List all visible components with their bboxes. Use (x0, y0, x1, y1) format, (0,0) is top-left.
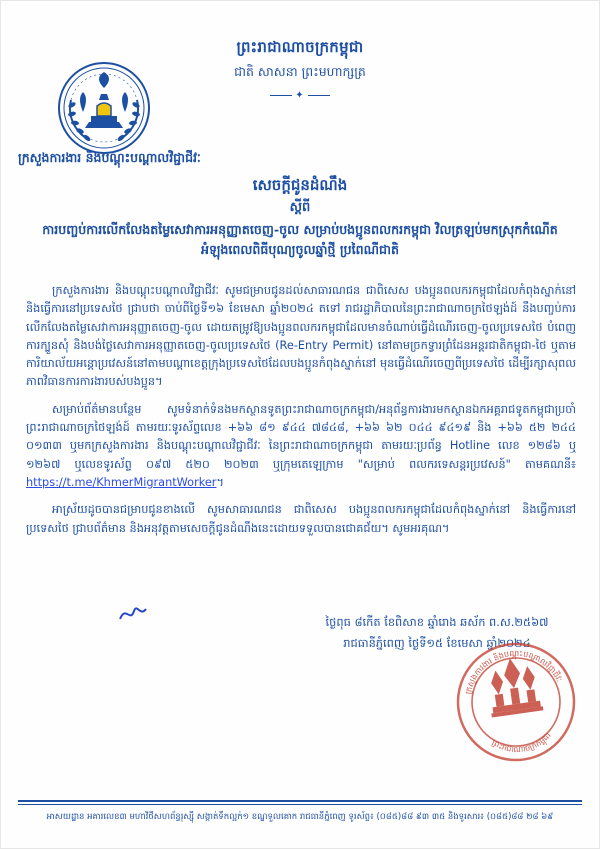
official-stamp (452, 638, 580, 766)
closing-line: សូមអរគុណ។ (392, 521, 450, 535)
paragraph-3-text: អាស្រ័យដូចបានជម្រាបជូនខាងលើ សូមសាធារណជន ជាពិសេស បងប្អូនពលករកម្ពុជាដែលកំពុងស្នាក់នៅ និងធ្វើការនៅប្រទេសថៃ ជ្រាបព័ត៌មាន និងអនុវត្តតាមសេចក្ដីជូនដំណឹងនេះដោយទទួលបានជោគជ័យ។ (26, 503, 576, 535)
date-line-buddhist: ថ្ងៃពុធ ៨កើត ខែពិសាខ ឆ្នាំរោង ឆស័ក ព.ស.២៥៦៧ (325, 615, 549, 629)
paragraph-3 (26, 501, 576, 538)
stamp-text-bottom: ព្រះរាជាណាចក្រកម្ពុជា (490, 730, 553, 755)
footer-rule-thick (18, 800, 582, 802)
paragraph-2-text: សម្រាប់ព័ត៌មានបន្ថែម សូមទំនាក់ទំនងមកស្ថានទូតព្រះរាជាណាចក្រកម្ពុជា/អនុព័ន្ធការងារមកស្ថានឯកអគ្គរាជទូតកម្ពុជាប្រចាំព្រះរាជាណាចក្រថៃឡង់ដ៍ តាមរយៈទូរស័ព្ទលេខ +៦៦ ៨១ ៩៤៤ ៧៨៤៨, +៦៦ ៦២ ០៤៤ ៩៤១៩ និង +៦៦ ៥២ ២៤៤ ០១៣៣ ឬមកក្រសួងការងារ និងបណ្ដុះបណ្ដាលវិជ្ជាជីវៈ នៃព្រះរាជាណាចក្រកម្ពុជា តាមរយៈប្រព័ន្ធ Hotline លេខ ១២៨៦ ឬ ១២៦៧ ឬលេខទូរស័ព្ទ ០៩៧ ៥២០ ២០២៣ ឬក្រុមតេឡេក្រាម "សម្រាប់ ពលករទេសន្តរប្រវេសន៍" តាមគណនី៖ (26, 402, 576, 471)
footer-address: អាសយដ្ឋាន អគារលេខ៣ មហាវិថីសហព័ន្ធរុស្ស៊ី សង្កាត់ទឹកល្អក់១ ខណ្ឌទួលគោក រាជធានីភ្នំពេញ ទូរស័ព្ទ៖ (០៨៥)៨៨ ៩៣ ៣៥ និងទូរសារ៖ (០៨៥)៨៨ ២៨ ៦៩ (46, 812, 554, 822)
document-heading: ការបញ្ចប់ការលើកលែងតម្លៃសេវាការអនុញ្ញាតចេញ-ចូល សម្រាប់បងប្អូនពលករកម្ពុជា វិលត្រឡប់មកស្រុកកំណើត អំឡុងពេលពិធីបុណ្យចូលឆ្នាំថ្មី ប្រពៃណីជាតិ (42, 222, 558, 257)
signature-mark (118, 603, 148, 625)
telegram-link-suffix: ។ (216, 475, 224, 489)
stamp-text-top: ក្រសួងការងារ និងបណ្ដុះបណ្ដាលវិជ្ជាជីវៈ (463, 648, 564, 696)
kingdom-title: ព្រះរាជាណាចក្រកម្ពុជា (236, 38, 364, 56)
document-header (0, 28, 600, 168)
date-line-gregorian: រាជធានីភ្នំពេញ ថ្ងៃទី១៥ ខែមេសា ឆ្នាំ២០២៤ (343, 635, 531, 650)
ornament-divider: ✦ (265, 90, 335, 100)
paragraph-2 (26, 401, 576, 492)
telegram-link[interactable]: https://t.me/KhmerMigrantWorker (26, 475, 217, 489)
document-body (26, 282, 576, 547)
footer-rule-thin (18, 804, 582, 805)
document-title: សេចក្ដីជូនដំណឹង (252, 176, 348, 194)
svg-text:ព្រះរាជាណាចក្រកម្ពុជា (489, 730, 554, 758)
kingdom-subtitle: ជាតិ សាសនា ព្រះមហាក្សត្រ (234, 64, 366, 79)
document-subject-label: ស្ដីពី (289, 200, 311, 215)
paragraph-1: ក្រសួងការងារ និងបណ្ដុះបណ្ដាលវិជ្ជាជីវៈ សូមជម្រាបជូនដល់សាធារណជន ជាពិសេស បងប្អូនពលករកម្ពុជាដែលកំពុងស្នាក់នៅ និងធ្វើការនៅប្រទេសថៃ ជ្រាបថា ចាប់ពីថ្ងៃទី១៦ ខែមេសា ឆ្នាំ២០២៤ តទៅ រាជរដ្ឋាភិបាលនៃព្រះរាជាណាចក្រថៃឡង់ដ៍ នឹងបញ្ចប់ការលើកលែងតម្លៃសេវាការអនុញ្ញាតចេញ-ចូល ដោយតម្រូវឱ្យបងប្អូនពលករកម្ពុជាដែលមានចំណាប់ធ្វើដំណើរចេញ-ចូលប្រទេសថៃ បំពេញការក្បួនសុំ និងបង់ថ្លៃសេវាការអនុញ្ញាតចេញ-ចូលប្រទេសថៃ (Re-Entry Permit) នៅតាមច្រកទ្វារព្រំដែនអន្តរជាតិកម្ពុជា-ថៃ ឬតាមការិយាល័យអន្តោប្រវេសន៍នៅតាមបណ្ដាខេត្តក្រុងប្រទេសថៃដែលបងប្អូនកំពុងស្នាក់នៅ មុនធ្វើដំណើរចេញពីប្រទេសថៃ ដើម្បីរក្សាសុពលភាពវិធានការការងារបស់បងប្អូន។ (26, 284, 576, 389)
ministry-name: ក្រសួងការងារ និងបណ្ដុះបណ្ដាលវិជ្ជាជីវៈ (18, 150, 201, 165)
